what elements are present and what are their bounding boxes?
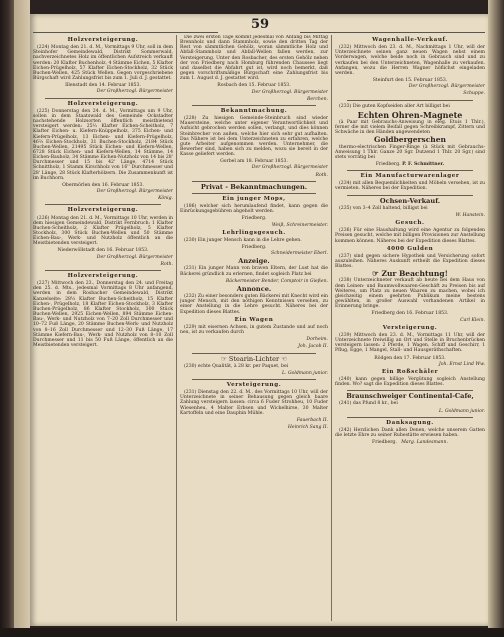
ad-text: (235) von 3–4 Zoll haltend, billigst bei [339,205,428,211]
column-middle [180,35,328,623]
section-title: Privat - Bekanntmachungen. [200,182,308,191]
separator [45,204,161,205]
ad-heading: Versteigerung. [226,381,282,388]
notice-signature: Berchen. [307,96,328,102]
separator [347,417,473,418]
notice-place: Gorbel am 18. Februar 1853. [220,159,288,165]
ad-text: (234) mit allen Bequemlichkeiten und Möbeln versehen, ist zu vermieten. Näheres bei der Expedition. [335,181,485,192]
ad-place [335,162,485,167]
ad-heading: Ochsen-Verkauf. [379,196,441,205]
book-spine [0,0,14,637]
separator [45,270,161,271]
ad-heading: Versteigerung. [382,324,438,331]
notice-heading: Holzversteigerung. [67,272,139,279]
notice-place: Rosbach den 15. Februar 1853. [217,83,291,89]
column-divider-1 [176,35,177,621]
separator [192,193,316,194]
notice-text: (228) Zu hiesigen Gemeinde-Steinbruch sind wieder Mauersteine, welche unter eigener Verantwortlichkeit und Aufsicht gebrochen werden sollen, verlangt, und dies können Steinbrecher von außen, welche hier sich sehr gut aufhalten. Das Nähere ist bei dem Unterzeichneten zu erfahren, welche gute Arbeiter aufgenommen werden. Unternehmer, die Bewerber sind, haben sich zu melden, wozu sie bereit in der Kasse geliefert werden. [180,116,328,158]
ad-signature: Joh. Ernst Lind Ww. [438,361,485,367]
ad-heading: Ein Wagen [234,316,274,323]
ad-text: (231) Dienstag den 22. d. M., des Vormittags 10 Uhr, will der Unterzeichnete in seiner Behausung gegen gleich baare Zahlung versteigern lassen: circa 6 Fuder Strohheu, 10 Fuder Wiesenheu, 4 Malter Erbsen und Wickelhirse, 30 Malter Kartoffeln und eine Dauphin Mühle. [180,390,328,416]
ad-office: Der Großherzogl. Bürgermeister [408,84,485,90]
ad-heading: ☞ Stearin-Lichter ☜ [221,354,287,363]
ad-place [335,440,485,445]
separator [45,98,161,99]
ad-signature: Schuppe. [463,91,485,97]
column-left [33,35,173,623]
ad-text: (230) echte Qualität, à 28 kr. per Paquet, bei [184,363,289,369]
ad-text: (à Paar mit Gebrauchs-Anweisung in eleg. Etuis 1 Thlr.), ferner die mit vielem Beifall gegen Schreibkrampf, Zittern und Schwäche in den Händen angewendeten [335,119,485,136]
ad-text: (186) welcher sich herumlaufend findet, kann gegen die Einrückungsgebühren abgeholt werden. [180,204,328,215]
notice-office: Der Großherzogl. Bürgermeister [96,189,173,195]
ad-heading: ☞ Zur Beachtung! [372,269,448,279]
ad-signature: L. Goldmann junior. [438,408,485,414]
ad-signature: Bäckermeister Bender, Comptoir in Gießen. [225,278,328,284]
ad-signature: P. F. Schmittner. [402,161,445,167]
notice-text: (226) Montag den 21. d. M., Vormittags 10 Uhr, werden in dem hiesigen Gemeindewald, Distrikt Fernbruch: 1 Klafter Buchen-Scheitholz, 2 Klafter Prügelholz, 5 Klafter Stockholz, 300 Stück Buchen-Wellen und 50 Stämme Eichen-Bau-, Werk- und Nutzholz öffentlich an die Meistbietenden versteigert. [33,215,173,247]
ad-text: (232) Mittwoch den 23. d. M., Nachmittags 1 Uhr, will der Unterzeichnete seinen ganz neuen Wagen nebst einem Vorderwagen, welche beide noch in Gebrauch sind und zu verkaufen bei den Unterzeichneten, Wagenhalle zu verkaufen. Anfangen, wozu die Herren Wagner höflichst eingeladen werden. [335,45,485,76]
ad-text: (237) sind gegen sichere Hypothek und Versicherung sofort auszuleihen. Näheres Auskunft ertheilt die Expedition dieses Blattes. [335,253,485,270]
ad-signature: Weiß, Schreinermeister. [271,222,328,228]
column-divider-2 [331,35,332,621]
notice-signature: Roth. [160,261,173,267]
ad-heading: Braunschweiger Continental-Cafe, [346,392,474,401]
ad-text: (236) Für eine Haushaltung wird eine Agentur zu folgenden Preisen gesucht, welche mit billigen Provisionen zur Anstellung kommen können. Näheres bei der Expedition dieses Blattes. [335,228,485,244]
separator [347,100,473,101]
ad-text: (233) Die guten Kopfseiden aller Art billigst bei [339,103,450,109]
beachtung-heading: Zur Beachtung! [381,269,448,279]
separator [192,379,316,380]
separator [192,353,316,354]
ad-signature: Schneidermeister Eberl. [271,251,328,257]
ad-place-name: Friedberg. [372,440,397,446]
separator [192,181,316,182]
ad-signature: Carl Klein. [460,317,485,323]
page-number: 59 [250,17,270,32]
notice-signature: Roth. [315,172,328,178]
notice-place: Obermörlen den 16. Februar 1853. [62,182,144,188]
notice-text: Die zwei ersten Tage kommt jedesmal von Anfang bis Mittag Brennholz und dann Stammholz, sowie den dritten Tag der Rest von sämmtlichen Gehölz, woran sämmtliche Holz und Abfall-Stammholz und Abfall-Wellen fallen werden, zur Versteigerung. Unter den Rosbacher, des ersten Gehölz neben der von Friedberg nach Homburg führenden Chaussee liegt und daselbst die Abfahrt gut ist, wird noch bemerkt, daß gegen vorschriftsmäßige Bürgschaft eine Zahlungsfrist bis zum 1. August d. J. gestattet wird. [180,35,328,82]
ad-place: Rödgen den 17. Februar 1853. [374,355,446,361]
ad-text: (239) Mittwoch den 23. d. M., Vormittags 11 Uhr, will der Unterzeichnete freiwillig an Ort und Stelle in Bruchenbrücken versteigern lassen: 2 Pferde, 1 Wagen, Schiff und Geschirr, 1 Pflug, Egge, 1 Mangel, Stall- und Hausgeräthschaften. [335,332,485,354]
notice-office: Der Großherzogl. Bürgermeister [96,89,173,95]
ad-place: Friedberg den 16. Februar 1853. [371,311,449,317]
ad-heading: Lehrlingsgesuch. [222,229,286,236]
header-rule-left [33,32,218,33]
ad-text: (238) Unterzeichneter verkauft ab heute bei dem Haus von dem Leinen- und Baumwollwaaren-Geschäft zu Preisen bis auf Weiteres, um Platz zu neuen Waaren zu machen, wobei ich gleichzeitig einem geehrten Publikum meine bestens gewählten, in großer Auswahl vorhandenen Artikel in Erinnerung bringe. [335,278,485,310]
ad-text: (232) Zu einer besonders guten Bäckerei mit Knecht wird ein junger Mensch, mit den nöthigen Kenntnissen versehen, zu einer Anstellung in die Lehre gesucht. Näheres bei der Expedition dieses Blattes. [180,294,328,315]
ad-place: Fauerbach II. [296,417,328,423]
ad-signature: Joh. Jacob II. [298,344,328,350]
ad-heading: 4000 Gulden [386,245,434,252]
ad-place: Friedberg. [241,216,267,222]
ad-text: thermo-electrischen Finger-Ringe (à Stück mit Gebrauchs-Anweisung 1 Thlr. Ganze 20 Sgr. Dutzend 1 Thlr. 20 Sgr.) sind stets vorrätig bei [335,144,485,160]
ad-heading: Anzeige. [238,257,270,266]
ad-signature: Heinrich Sang II. [287,425,328,431]
notice-heading: Bekanntmachung. [220,107,288,114]
notice-text: (224) Montag den 21. d. M., Vormittags 9 Uhr, soll in dem Steinhofer Gemeindewald, Distrikt Sommerwald, nachverzeichnetes Holz im öffentlichen Aufstreich verkauft werden: 20 Klafter Buchenholz, 4 Stämme Eichen, 5 Klafter Eichen-Prügelholz, 57 Klafter Eichen-Stockholz, 32 Stück Buchen-Wellen, 425 Stück Wellen. Gegen vorgeschriebene Bürgschaft wird Zahlungsfrist bis zum 1. Juli d. J. gestattet. [33,45,173,82]
notice-place: Niederwöllstadt den 16. Februar 1853. [57,248,149,254]
header-rule-right [300,32,485,33]
ad-signature: Marg. Landesmann. [401,440,448,446]
bottom-edge [0,628,504,637]
separator [347,390,473,391]
ad-heading: Danksagung. [386,419,434,426]
stearin-heading: Stearin-Lichter [228,354,280,363]
notice-heading: Holzversteigerung. [67,37,139,43]
notice-office: Der Großherzogl. Bürgermeister [96,254,173,260]
ad-heading: Annonce. [236,284,272,293]
separator [347,195,473,196]
ad-heading: Goldbergerschen [374,135,446,145]
ad-heading: Ein junger Mops, [222,195,286,202]
notice-signature: König. [158,196,173,202]
ad-heading: Echten Ohren-Magnete [357,109,463,120]
ad-place-name: Friedberg. [375,161,401,167]
right-page-edge [488,0,504,637]
ad-text: (229) mit eisernen Achsen, in gutem Zustande und auf noch neu, ist zu verkaufen durch [180,324,328,336]
notice-heading: Holzversteigerung. [67,207,139,214]
ad-text: (241) das Pfund 8 kr., bei [339,401,398,407]
separator [192,105,316,106]
ad-heading: Wagenhalle-Verkauf. [372,37,448,43]
ad-text: (242) Herzlichen Dank allen Denen, welche unserem Gatten die letzte Ehre zu seiner Ruhestätte erwiesen haben. [335,427,485,439]
ad-place: Steinfurt den 15. Februar 1853. [372,78,448,84]
ad-heading: Ein Manufacturwarenlager [360,173,460,180]
newspaper-page [30,14,488,626]
ad-place: Dorheim. [306,337,328,343]
notice-heading: Holzversteigerung. [67,100,139,107]
notice-text: (225) Donnerstag den 24. d. M., Vormittags um 9 Uhr, sollen in dem Staatswald des Gemeinde Ockstadter nachstehende Holzsorten öffentlich meistbietend versteigert werden: 25⅓ Klafter Eichen-Scheitholz, 7 Klafter Eichen- u. Kiefern-Knüppelholz, 375 Eichen- und Kiefern-Prügelholz, 13 Eichen- und Kiefern-Prügelholz, 46⅔ Eichen-Stockholz, 31 Buchen-Stockholz, 2184 Stück Buchen-Wellen, 21495 Stück Eichen- und Kiefern-Wellen, 6728 Stück Eichen- und Kiefern-Wellen, 14 Stämme, 14 Eichen-Bauholz, 34 Stämme Eichen-Nutzholz von 14 bis 28' Durchmesser und 15 bis 42' Länge, 4714 Stück Schnittholz, 1 Stamm Kirschholz von 16'' Durchmesser und 28' Länge, 28 Stück Klafterhölzern. Die Zusammenkunft ist im Buchhorn. [33,108,173,181]
ad-signature: L. Goldmann junior. [281,370,328,376]
separator [347,170,473,171]
notice-place: Illenstadt den 14. Februar 1853. [65,83,141,89]
ad-signature: W. Hanstein. [455,212,485,218]
ad-text: (231) Ein junger Mann von braven Eltern, der Lust hat die Bäckerei gründlich zu erlernen, findet sogleich Platz bei [180,266,328,277]
notice-office: Der Großherzogl. Bürgermeister [251,89,328,95]
column-right [335,35,485,623]
previous-page-edge [14,0,30,637]
ad-text: (240) kann gegen billige Vergütung sogleich Anstellung finden. Wo? sagt die Expedition dieses Blattes. [335,376,485,388]
notice-text: (227) Mittwoch den 23., Donnerstag den 24. und Freitag den 25. d. Mts., jedesmal Vormittags 8 Uhr anfangend, werden in dem Rosbacher Gemeindewald, Distrikt Kanzelseite: 28⅓ Klafter Buchen-Scheitholz, 15 Klafter Eichen-, Prügelholz, 18 Klafter Eichen-Stockholz, 3 Klafter Buchen-Prügelholz, 86 Klafter Stockholz, 300 Stück Buchen-Wellen, 2925 Eichen-Wellen, 894 Stämme Eichen-Bau-, Werk- und Nutzholz von 7–20 Zoll Durchmesser und 10–72 Fuß Länge, 20 Stämme Buchen-Werk- und Nutzholz von 8–16 Zoll Durchmesser und 12–30 Fuß Länge, 17 Stämme Kiefern-Bau-, Werk- und Nutzholz von 8–10 Zoll Durchmesser und 11 bis 50 Fuß Länge, öffentlich an die Meistbietenden versteigert. [33,281,173,348]
ad-heading: Ein Roßschäler [381,368,439,375]
notice-office: Der Großherzogl. Bürgermeister [251,165,328,171]
ad-place: Friedberg. [241,245,267,250]
ad-text: (230) Ein junger Mensch kann in die Lehre gehen. [184,237,302,243]
ad-heading: Gesuch. [395,220,425,227]
